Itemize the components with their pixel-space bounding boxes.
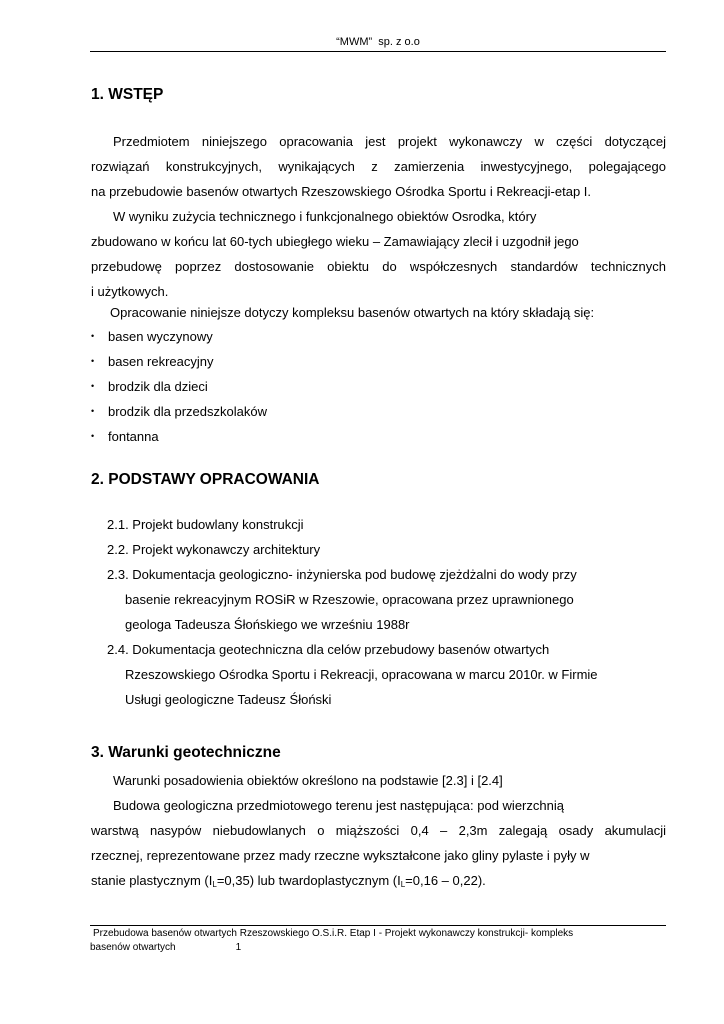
footer-title: Przebudowa basenów otwartych Rzeszowskiego O.S.i.R. Etap I - Projekt wykonawczy konstrukcji- kompleks bbox=[93, 928, 574, 939]
reference-list bbox=[107, 512, 667, 712]
section-1-para1-line1: Przedmiotem niniejszego opracowania jest projekt wykonawczy w części dotyczącej bbox=[113, 134, 666, 149]
list-item: • basen rekreacyjny bbox=[91, 349, 267, 374]
running-footer bbox=[90, 927, 670, 955]
list-item: • brodzik dla dzieci bbox=[91, 374, 267, 399]
footer-divider bbox=[90, 925, 666, 926]
page-number: 1 bbox=[235, 942, 242, 953]
list-item: • fontanna bbox=[91, 424, 267, 449]
bullet-icon: • bbox=[91, 381, 95, 391]
section-3-para1: Warunki posadowienia obiektów określono na podstawie [2.3] i [2.4] bbox=[113, 773, 503, 788]
section-3-para2-line2: warstwą nasypów niebudowlanych o miąższości 0,4 – 2,3m zalegają osady akumulacji bbox=[91, 823, 666, 838]
footer-title-continued: basenów otwartych bbox=[90, 942, 176, 953]
section-3-para2-line3: rzecznej, reprezentowane przez mady rzeczne wykształcone jako gliny pylaste i pyły w bbox=[91, 848, 590, 863]
reference-item: 2.2. Projekt wykonawczy architektury bbox=[107, 542, 321, 557]
bullet-icon: • bbox=[91, 431, 95, 441]
section-1-para2-line4: i użytkowych. bbox=[91, 284, 169, 299]
bullet-icon: • bbox=[91, 406, 95, 416]
section-1-para1-line3: na przebudowie basenów otwartych Rzeszowskiego Ośrodka Sportu i Rekreacji-etap I. bbox=[91, 184, 592, 199]
section-1-heading: 1. WSTĘP bbox=[91, 86, 164, 103]
bullet-icon: • bbox=[91, 331, 95, 341]
section-1-para2-line1: W wyniku zużycia technicznego i funkcjonalnego obiektów Osrodka, który bbox=[113, 209, 537, 224]
section-3-heading: 3. Warunki geotechniczne bbox=[91, 744, 281, 761]
running-header: “MWM” sp. z o.o bbox=[336, 36, 420, 48]
reference-item: 2.1. Projekt budowlany konstrukcji bbox=[107, 517, 304, 532]
section-1-para1-line2: rozwiązań konstrukcyjnych, wynikających z zamierzenia inwestycyjnego, polegającego bbox=[91, 159, 666, 174]
header-divider bbox=[90, 51, 666, 52]
section-1-para2-line2: zbudowano w końcu lat 60-tych ubiegłego wieku – Zamawiający zlecił i uzgodnił jego bbox=[91, 234, 579, 249]
section-2-heading: 2. PODSTAWY OPRACOWANIA bbox=[91, 471, 320, 488]
list-item: • brodzik dla przedszkolaków bbox=[91, 399, 267, 424]
list-item: • basen wyczynowy bbox=[91, 324, 267, 349]
bullet-icon: • bbox=[91, 356, 95, 366]
section-3-para2-line4: stanie plastycznym $(I_L=0,35)$ lub twardoplastycznym $(I_L=0,16 - 0,22)$. bbox=[91, 873, 486, 889]
reference-item: 2.3. Dokumentacja geologiczno- inżynierska pod budowę zjeżdżalni do wody przy basenie rekreacyjnym ROSiR w Rzeszowie, opracowana przez uprawnionego geologa Tadeusza Śłońskiego we wrześniu 1988r bbox=[107, 567, 577, 632]
section-3-para2-line1: Budowa geologiczna przedmiotowego terenu jest następująca: pod wierzchnią bbox=[113, 798, 564, 813]
section-1-para3: Opracowanie niniejsze dotyczy kompleksu basenów otwartych na który składają się: bbox=[110, 305, 595, 320]
pool-list bbox=[91, 324, 267, 449]
section-1-para2-line3: przebudowę poprzez dostosowanie obiektu do współczesnych standardów technicznych bbox=[91, 259, 666, 274]
reference-item: 2.4. Dokumentacja geotechniczna dla celów przebudowy basenów otwartych Rzeszowskiego Ośrodka Sportu i Rekreacji, opracowana w marcu 2010r. w Firmie Usługi geologiczne Tadeusz Śłoński bbox=[107, 642, 598, 707]
